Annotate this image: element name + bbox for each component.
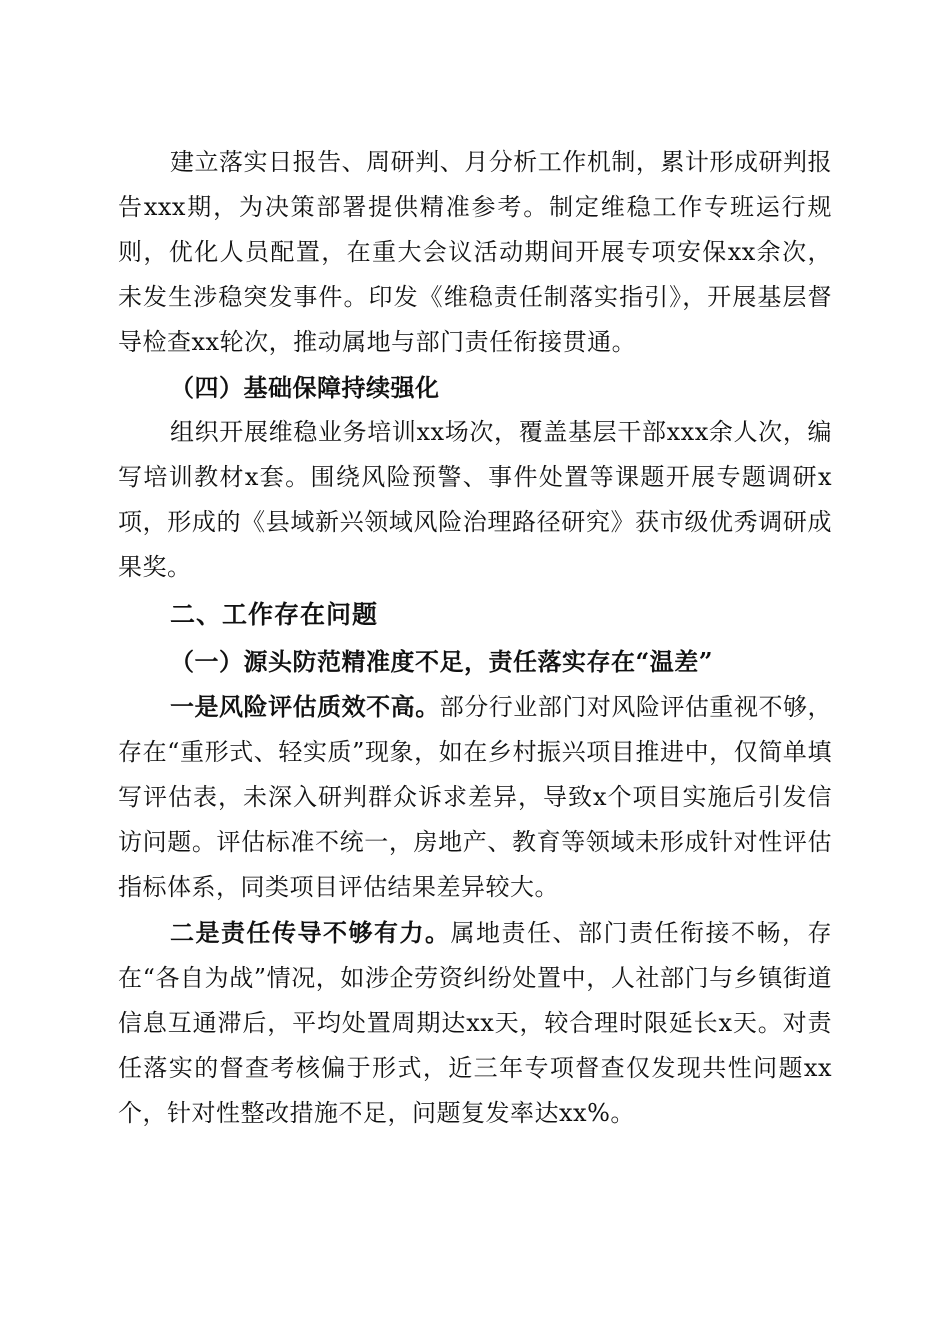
paragraph-lead-responsibility: 二是责任传导不够有力。 [170, 918, 451, 947]
subheading-foundation-support: （四）基础保障持续强化 [170, 373, 440, 402]
paragraph-training: 组织开展维稳业务培训xx场次，覆盖基层干部xxx余人次，编写培训教材x套。围绕风险预警、事件处置等课题开展专题调研x项，形成的《县域新兴领域风险治理路径研究》获市级优秀调研成果奖。 [118, 418, 832, 581]
paragraph-body-responsibility: 属地责任、部门责任衔接不畅，存在“各自为战”情况，如涉企劳资纠纷处置中，人社部门与乡镇街道信息互通滞后，平均处置周期达xx天，较合理时限延长x天。对责任落实的督查考核偏于形式，近三年专项督查仅发现共性问题xx个，针对性整改措施不足，问题复发率达xx%。 [118, 919, 832, 1127]
paragraph-body-risk-assessment: 部分行业部门对风险评估重视不够，存在“重形式、轻实质”现象，如在乡村振兴项目推进中，仅简单填写评估表，未深入研判群众诉求差异，导致x个项目实施后引发信访问题。评估标准不统一，房地产、教育等领域未形成针对性评估指标体系，同类项目评估结果差异较大。 [118, 693, 833, 901]
paragraph-mechanism: 建立落实日报告、周研判、月分析工作机制，累计形成研判报告xxx期，为决策部署提供精准参考。制定维稳工作专班运行规则，优化人员配置，在重大会议活动期间开展专项安保xx余次，未发生涉稳突发事件。印发《维稳责任制落实指引》，开展基层督导检查xx轮次，推动属地与部门责任衔接贯通。 [118, 148, 832, 356]
document-body [118, 140, 832, 1136]
paragraph-risk-assessment [118, 684, 832, 910]
subheading-source-prevention: （一）源头防范精准度不足，责任落实存在“温差” [170, 647, 714, 676]
paragraph-responsibility [118, 910, 832, 1136]
section-heading-problems: 二、工作存在问题 [170, 600, 379, 629]
paragraph-lead-risk-assessment: 一是风险评估质效不高。 [170, 692, 440, 721]
